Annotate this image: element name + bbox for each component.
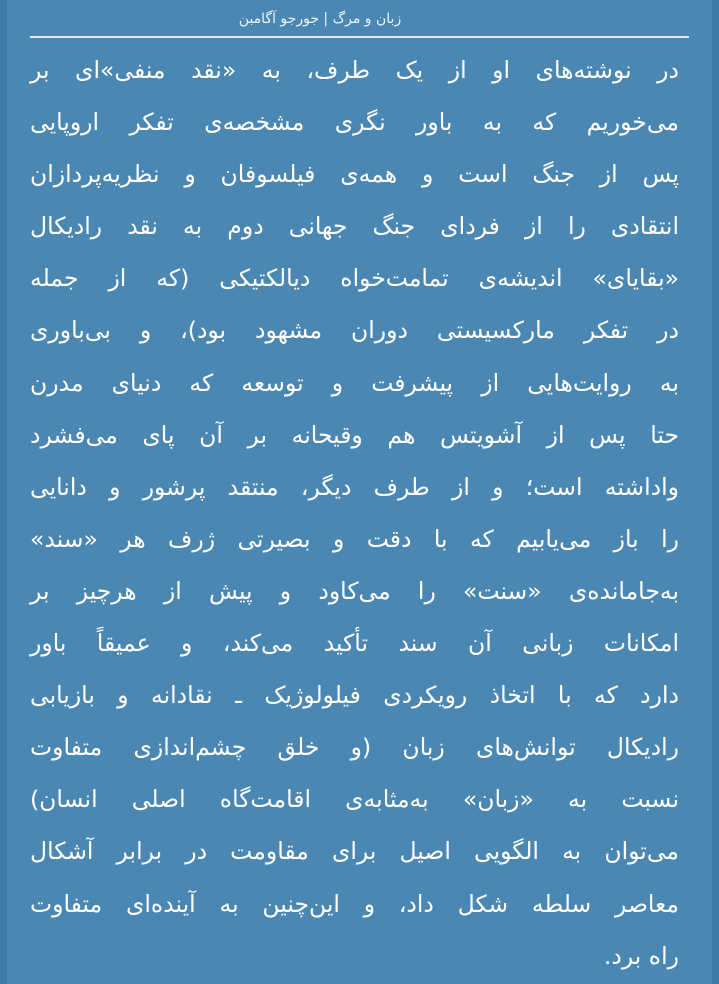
header-title: زبان و مرگ | جورجو آگامبن bbox=[238, 11, 402, 27]
text-line: «بقایای» اندیشه‌ی تمامت‌خواه دیالکتیکی (که از جمله bbox=[30, 264, 679, 293]
text-line: نسبت به «زبان» به‌مثابه‌ی اقامت‌گاه اصلی انسان) bbox=[30, 785, 679, 814]
header-divider bbox=[30, 36, 689, 38]
text-line: می‌توان به الگویی اصیل برای مقاومت در برابر آشکال bbox=[30, 837, 679, 866]
text-line: به روایت‌هایی از پیشرفت و توسعه که دنیای مدرن bbox=[30, 368, 679, 397]
text-line: دارد که با اتخاذ رویکردی فیلولوژیک ـ نقادانه و بازیابی bbox=[30, 681, 679, 710]
text-line: امکانات زبانی آن سند تأکید می‌کند، و عمیقاً باور bbox=[30, 629, 679, 658]
page-header bbox=[0, 4, 719, 36]
text-line: پس از جنگ است و همه‌ی فیلسوفان و نظریه‌پردازان bbox=[30, 160, 679, 189]
text-line: به‌جامانده‌ی «سنت» را می‌کاود و پیش از هرچیز بر bbox=[30, 576, 679, 605]
right-edge bbox=[712, 0, 719, 984]
text-line: واداشته است؛ و از طرف دیگر، منتقد پرشور و دانایی bbox=[30, 472, 679, 501]
text-line: انتقادی را از فردای جنگ جهانی دوم به نقد رادیکال bbox=[30, 212, 679, 241]
text-line: معاصر سلطه شکل داد، و این‌چنین به آینده‌ای متفاوت bbox=[30, 889, 679, 918]
text-line: می‌خوریم که به باور نگری مشخصه‌ی تفکر اروپایی bbox=[30, 108, 679, 137]
text-line: را باز می‌یابیم که با دقت و بصیرتی ژرف هر «سند» bbox=[30, 524, 679, 553]
body-text bbox=[30, 44, 679, 974]
left-edge bbox=[0, 0, 7, 984]
text-line-last: راه برد. bbox=[603, 941, 679, 970]
text-line: رادیکال توانش‌های زبان (و خلق چشم‌اندازی متفاوت bbox=[30, 733, 679, 762]
text-line: در نوشته‌های او از یک طرف، به «نقد منفی»ای بر bbox=[30, 56, 679, 84]
text-line: در تفکر مارکسیستی دوران مشهود بود)، و بی‌باوری bbox=[30, 316, 679, 345]
text-line: حتا پس از آشویتس هم وقیحانه بر آن پای می‌فشرد bbox=[30, 420, 679, 449]
